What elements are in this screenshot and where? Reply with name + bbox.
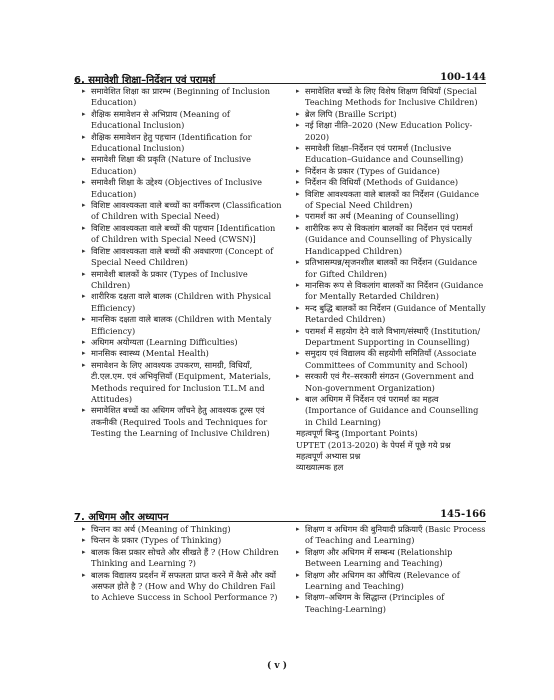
bullet-icon: ▸ — [296, 189, 300, 198]
bullet-icon: ▸ — [296, 166, 300, 175]
list-item-text: समावेशित बच्चों के लिए विशेष शिक्षण विधियाँ (Special Teaching Methods for Inclusive Children) — [305, 86, 478, 108]
bullet-icon: ▸ — [82, 201, 86, 210]
bullet-icon: ▸ — [82, 360, 86, 369]
list-item — [82, 314, 282, 337]
list-item — [82, 86, 282, 109]
section-6-title: 6. समावेशी शिक्षा–निर्देशन एवं परामर्श — [74, 75, 216, 86]
list-item — [296, 592, 486, 615]
bullet-icon: ▸ — [82, 349, 86, 358]
list-item-text: शिक्षण और अधिगम में सम्बन्ध (Relationship Between Learning and Teaching) — [305, 546, 453, 569]
list-item-text: शिक्षण–अधिगम के सिद्धान्त (Principles of Teaching-Learning) — [305, 592, 445, 614]
list-item — [82, 348, 282, 359]
bullet-icon: ▸ — [296, 593, 300, 602]
section-7-pages: 145-166 — [440, 509, 486, 520]
bullet-icon: ▸ — [296, 280, 300, 289]
bullet-icon: ▸ — [296, 570, 300, 579]
list-item-text: समावेशी शिक्षा के उद्देश्य (Objectives of Inclusive Education) — [91, 177, 262, 199]
list-item-text: महत्वपूर्ण बिन्दु (Important Points) — [296, 428, 418, 439]
list-item — [296, 428, 486, 439]
section-7-right-column — [296, 524, 486, 615]
list-item — [296, 547, 486, 570]
bullet-icon: ▸ — [296, 349, 300, 358]
section-7-rule — [74, 521, 486, 522]
list-item — [296, 303, 486, 326]
bullet-icon: ▸ — [82, 570, 86, 579]
list-item-text: UPTET (2013-2020) के पेपर्स में पूछे गये प्रश्न — [296, 439, 451, 450]
bullet-icon: ▸ — [296, 525, 300, 533]
bullet-icon: ▸ — [296, 258, 300, 267]
list-item — [296, 257, 486, 280]
section-6-rule — [74, 83, 486, 84]
list-item-text: शैक्षिक समावेशन से अभिप्राय (Meaning of Educational Inclusion) — [91, 108, 230, 131]
list-item-text: चिन्तन के प्रकार (Types of Thinking) — [91, 535, 222, 546]
list-item — [82, 524, 282, 535]
section-6-right-column — [296, 86, 486, 474]
bullet-icon: ▸ — [296, 394, 300, 403]
list-item — [296, 177, 486, 188]
list-item — [296, 394, 486, 428]
list-item — [296, 570, 486, 593]
bullet-icon: ▸ — [296, 372, 300, 381]
list-item — [296, 109, 486, 120]
list-item — [82, 570, 282, 604]
bullet-icon: ▸ — [82, 547, 86, 556]
list-item — [296, 223, 486, 257]
list-item-text: अधिगम अयोग्यता (Learning Difficulties) — [91, 336, 238, 347]
list-item-text: निर्देशन की विधियाँ (Methods of Guidance) — [305, 177, 459, 188]
list-item-text: मन्द बुद्धि बालकों का निर्देशन (Guidance of Mentally Retarded Children) — [305, 302, 486, 325]
list-item — [296, 280, 486, 303]
section-6-left-column — [82, 86, 282, 440]
list-item — [296, 326, 486, 349]
bullet-icon: ▸ — [296, 223, 300, 232]
list-item-text: प्रतिभासम्पन्न/सृजनशील बालकों का निर्देशन (Guidance for Gifted Children) — [305, 257, 478, 279]
list-item — [296, 189, 486, 212]
list-item-text: विशिष्ट आवश्यकता वाले बच्चों की पहचान [Identification of Children with Special Need (CWSN)] — [91, 222, 276, 245]
list-item — [82, 223, 282, 246]
list-item — [82, 132, 282, 155]
bullet-icon: ▸ — [82, 109, 86, 118]
list-item — [296, 524, 486, 547]
bullet-icon: ▸ — [82, 406, 86, 415]
list-item — [296, 348, 486, 371]
bullet-icon: ▸ — [296, 547, 300, 556]
list-item-text: परामर्श का अर्थ (Meaning of Counselling) — [305, 211, 459, 222]
list-item — [296, 462, 486, 473]
list-item-text: शारीरिक दक्षता वाले बालक (Children with Physical Efficiency) — [91, 291, 272, 313]
list-item-text: निर्देशन के प्रकार (Types of Guidance) — [305, 165, 440, 176]
list-item — [82, 337, 282, 348]
list-item — [82, 177, 282, 200]
list-item-text: शिक्षण व अधिगम की बुनियादी प्रक्रियाएँ (Basic Process of Teaching and Learning) — [305, 524, 486, 546]
bullet-icon: ▸ — [82, 87, 86, 95]
list-item-text: मानसिक दक्षता वाले बालक (Children with Mentaly Efficiency) — [91, 314, 272, 336]
list-item — [82, 360, 282, 406]
list-item — [296, 451, 486, 462]
list-item-text: ब्रेल लिपि (Braille Script) — [305, 108, 397, 119]
list-item-text: शैक्षिक समावेशन हेतु पहचान (Identification for Educational Inclusion) — [91, 131, 252, 154]
bullet-icon: ▸ — [82, 536, 86, 545]
list-item-text: समावेशी बालकों के प्रकार (Types of Inclusive Children) — [91, 268, 248, 290]
bullet-icon: ▸ — [82, 155, 86, 164]
list-item-text: बालक विद्यालय प्रदर्शन में सफलता प्राप्त करने में कैसे और क्यों असफल होते है ? (How and Why do Children Fail to Achieve Success in School Performance ?) — [91, 569, 278, 603]
list-item-text: विशिष्ट आवश्यकता वाले बालकों का निर्देशन (Guidance of Special Need Children) — [305, 188, 479, 211]
bullet-icon: ▸ — [296, 326, 300, 335]
bullet-icon: ▸ — [296, 178, 300, 187]
list-item — [296, 86, 486, 109]
list-item-text: समावेशी शिक्षा की प्रकृति (Nature of Inclusive Education) — [91, 154, 252, 176]
bullet-icon: ▸ — [296, 87, 300, 95]
list-item-text: महत्वपूर्ण अभ्यास प्रश्न — [296, 451, 361, 461]
bullet-icon: ▸ — [296, 212, 300, 221]
list-item-text: मानसिक रूप से विकलांग बालकों का निर्देशन (Guidance for Mentally Retarded Children) — [305, 279, 484, 302]
list-item-text: बाल अधिगम में निर्देशन एवं परामर्श का महत्व (Importance of Guidance and Counselling in Child Learning) — [305, 393, 479, 427]
list-item-text: सरकारी एवं गैर–सरकारी संगठन (Government and Non-government Organization) — [305, 371, 475, 393]
list-item — [82, 109, 282, 132]
list-item-text: नई शिक्षा नीति–2020 (New Education Policy-2020) — [305, 120, 473, 142]
bullet-icon: ▸ — [296, 144, 300, 153]
bullet-icon: ▸ — [296, 121, 300, 130]
list-item — [82, 547, 282, 570]
list-item-text: समावेशी शिक्षा–निर्देशन एवं परामर्श (Inclusive Education–Guidance and Counselling) — [305, 143, 464, 165]
bullet-icon: ▸ — [296, 109, 300, 118]
list-item-text: समावेशित शिक्षा का प्रारम्भ (Beginning of Inclusion Education) — [91, 86, 271, 108]
list-item-text: परामर्श में सहयोग देने वाले विभाग/संस्थाएँ (Institution/ Department Supporting in Counselling) — [305, 325, 481, 347]
list-item — [296, 166, 486, 177]
list-item — [82, 405, 282, 439]
list-item-text: समावेशन के लिए आवश्यक उपकरण, सामग्री, विधियाँ, टी.एल.एम. एवं अभिवृत्तियाँ (Equipment, Materials, Methods required for Inclusion T.L.M and Attitudes) — [91, 359, 271, 404]
list-item — [296, 211, 486, 222]
list-item — [82, 246, 282, 269]
bullet-icon: ▸ — [82, 178, 86, 187]
list-item-text: विशिष्ट आवश्यकता वाले बच्चों का वर्गीकरण (Classification of Children with Special Need) — [91, 200, 282, 222]
list-item — [296, 440, 486, 451]
list-item-text: बालक किस प्रकार सोचते और सीखते हैं ? (How Children Thinking and Learning ?) — [91, 546, 279, 569]
list-item-text: मानसिक स्वास्थ्य (Mental Health) — [91, 348, 209, 359]
list-item-text: समावेशित बच्चों का अधिगम जाँचने हेतु आवश्यक टूल्स एवं तकनीकी (Required Tools and Techniques for Testing the Learning of Inclusive Children) — [91, 405, 270, 439]
list-item-text: चिन्तन का अर्थ (Meaning of Thinking) — [91, 524, 231, 534]
bullet-icon: ▸ — [82, 292, 86, 301]
list-item — [296, 371, 486, 394]
list-item-text: समुदाय एवं विद्यालय की सहयोगी समितियाँ (Associate Committees of Community and School) — [305, 348, 477, 370]
list-item — [82, 200, 282, 223]
bullet-icon: ▸ — [82, 223, 86, 232]
section-6-pages: 100-144 — [440, 72, 486, 83]
bullet-icon: ▸ — [82, 525, 86, 533]
list-item — [82, 291, 282, 314]
list-item — [296, 143, 486, 166]
list-item — [296, 120, 486, 143]
section-7-left-column — [82, 524, 282, 604]
list-item-text: शिक्षण और अधिगम का औचित्य (Relevance of Learning and Teaching) — [305, 569, 460, 592]
list-item — [82, 535, 282, 546]
bullet-icon: ▸ — [82, 269, 86, 278]
page-number: ( v ) — [266, 661, 287, 671]
section-7-title: 7. अधिगम और अध्यापन — [74, 512, 169, 523]
list-item — [82, 154, 282, 177]
list-item — [82, 269, 282, 292]
bullet-icon: ▸ — [82, 246, 86, 255]
bullet-icon: ▸ — [82, 315, 86, 324]
list-item-text: विशिष्ट आवश्यकता वाले बच्चों की अवधारणा (Concept of Special Need Children) — [91, 245, 274, 268]
bullet-icon: ▸ — [82, 132, 86, 141]
list-item-text: व्याख्यात्मक हल — [296, 462, 344, 473]
bullet-icon: ▸ — [82, 337, 86, 346]
bullet-icon: ▸ — [296, 303, 300, 312]
list-item-text: शारीरिक रूप से विकलांग बालकों का निर्देशन एवं परामर्श (Guidance and Counselling of Physically Handicapped Children) — [305, 222, 473, 256]
